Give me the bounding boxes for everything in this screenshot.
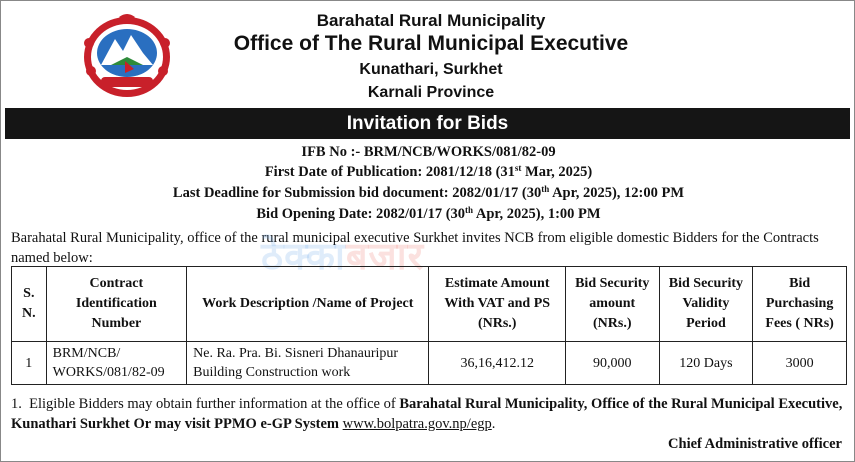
header-sn: S. N. bbox=[12, 267, 47, 342]
contracts-table bbox=[11, 266, 847, 385]
cell-contract-id: BRM/NCB/ WORKS/081/82-09 bbox=[46, 342, 187, 385]
header-bid-security-validity: Bid Security Validity Period bbox=[659, 267, 753, 342]
office-location: Kunathari, Surkhet bbox=[359, 61, 503, 78]
egp-link[interactable]: www.bolpatra.gov.np/egp bbox=[342, 416, 492, 432]
table-row bbox=[12, 342, 847, 385]
header-contract-id: Contract Identification Number bbox=[46, 267, 187, 342]
cell-bid-purchasing-fees: 3000 bbox=[753, 342, 847, 385]
header-bid-security-amount: Bid Security amount (NRs.) bbox=[565, 267, 659, 342]
note-office-reference: Barahatal Rural Municipality, Office of the Rural Municipal Executive, Kunathari Surkhet Or may visit PPMO e-GP System bbox=[11, 396, 843, 432]
header-bid-purchasing-fees: Bid Purchasing Fees ( NRs) bbox=[753, 267, 847, 342]
table-header-row bbox=[12, 267, 847, 342]
signature-title: Chief Administrative officer bbox=[668, 436, 842, 452]
cell-work-description: Ne. Ra. Pra. Bi. Sisneri Dhanauripur Building Construction work bbox=[187, 342, 429, 385]
notice-banner bbox=[5, 108, 850, 139]
cell-bid-security-validity: 120 Days bbox=[659, 342, 753, 385]
publication-date: First Date of Publication: 2081/12/18 (31st Mar, 2025) bbox=[264, 163, 593, 180]
header-work-description: Work Description /Name of Project bbox=[187, 267, 429, 342]
cell-sn: 1 bbox=[12, 342, 47, 385]
notice-title: Invitation for Bids bbox=[346, 113, 509, 134]
bid-opening-date: Bid Opening Date: 2082/01/17 (30th Apr, 2025), 1:00 PM bbox=[256, 205, 601, 222]
further-info-note: 1. Eligible Bidders may obtain further information at the office of Barahatal Rural Municipality, Office of the Rural Municipal Executive, Kunathari Surkhet Or may visit PPMO e-GP System www.bolpatra.gov.np/egp. bbox=[11, 396, 843, 432]
submission-deadline: Last Deadline for Submission bid document: 2082/01/17 (30th Apr, 2025), 12:00 PM bbox=[172, 184, 685, 201]
government-emblem-icon bbox=[81, 13, 173, 101]
province-name: Karnali Province bbox=[367, 84, 495, 101]
header-estimate-amount: Estimate Amount With VAT and PS (NRs.) bbox=[429, 267, 565, 342]
intro-paragraph: Barahatal Rural Municipality, office of the rural municipal executive Surkhet invites NCB from eligible domestic Bidders for the Contracts named below: bbox=[11, 230, 819, 266]
cell-bid-security-amount: 90,000 bbox=[565, 342, 659, 385]
cell-estimate-amount: 36,16,412.12 bbox=[429, 342, 565, 385]
watermark: ठेक्काबजार bbox=[261, 234, 425, 278]
office-name: Office of The Rural Municipal Executive bbox=[233, 32, 629, 55]
ifb-number: IFB No :- BRM/NCB/WORKS/081/82-09 bbox=[301, 144, 556, 160]
municipality-name: Barahatal Rural Municipality bbox=[316, 11, 546, 30]
